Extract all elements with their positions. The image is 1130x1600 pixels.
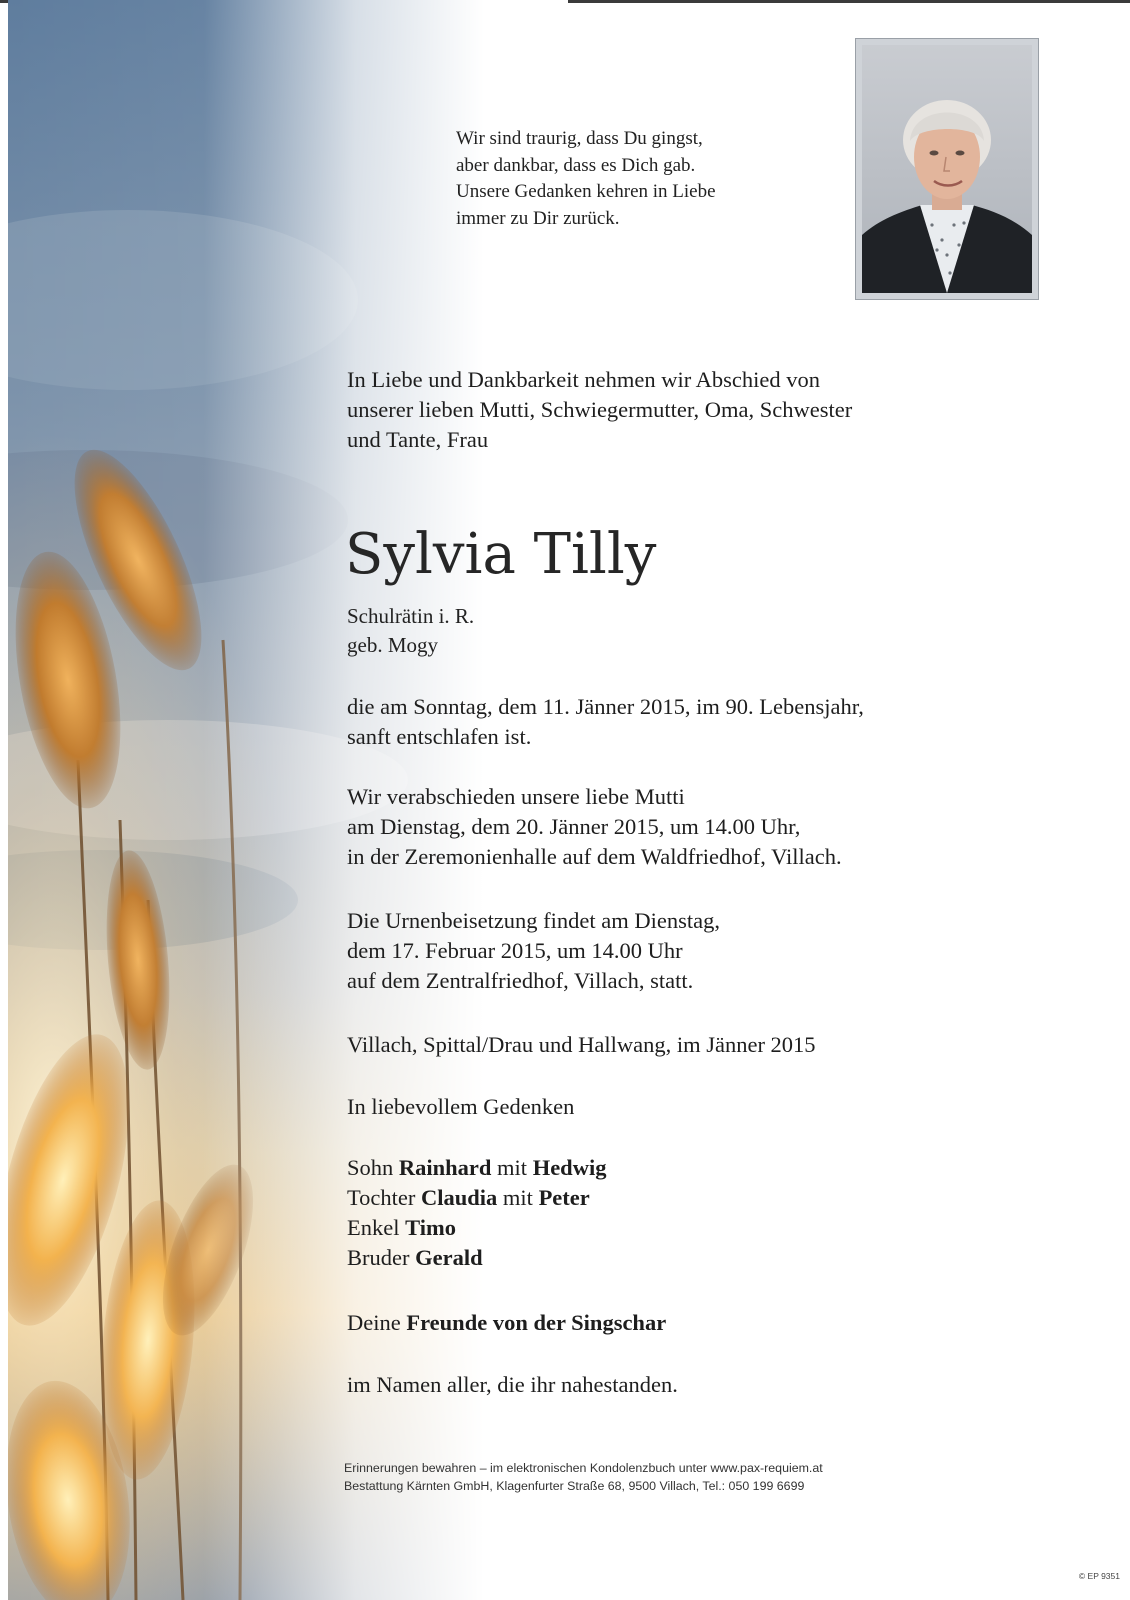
remembrance (347, 1092, 574, 1122)
mourner-partner-name: Peter (538, 1185, 590, 1210)
footer-address-line: Bestattung Kärnten GmbH, Klagenfurter Straße 68, 9500 Villach, Tel.: 050 199 6699 (344, 1479, 805, 1493)
remembrance-text: In liebevollem Gedenken (347, 1094, 575, 1119)
urn-line: auf dem Zentralfriedhof, Villach, statt. (347, 968, 694, 993)
farewell-line: am Dienstag, dem 20. Jänner 2015, um 14.00 Uhr, (347, 814, 801, 839)
verse-line: immer zu Dir zurück. (456, 207, 620, 229)
mourner-name: Claudia (421, 1185, 498, 1210)
portrait-photo (855, 38, 1039, 300)
intro-line: unserer lieben Mutti, Schwiegermutter, Oma, Schwester (347, 397, 853, 422)
verse-line: aber dankbar, dass es Dich gab. (456, 154, 696, 176)
friends-line (347, 1308, 666, 1338)
farewell-ceremony (347, 782, 842, 872)
closing-text: im Namen aller, die ihr nahestanden. (347, 1372, 678, 1397)
mourner-line (347, 1183, 606, 1213)
mourner-relation: Sohn (347, 1155, 399, 1180)
mourner-line (347, 1243, 606, 1273)
footer-condolence-line: Erinnerungen bewahren – im elektronischen Kondolenzbuch unter www.pax-requiem.at (344, 1461, 823, 1475)
memorial-verse (456, 126, 816, 232)
death-notice-line: sanft entschlafen ist. (347, 724, 532, 749)
mourner-connector: mit (497, 1185, 539, 1210)
death-notice (347, 692, 864, 752)
urn-line: dem 17. Februar 2015, um 14.00 Uhr (347, 938, 683, 963)
verse-line: Unsere Gedanken kehren in Liebe (456, 181, 716, 202)
place-date-text: Villach, Spittal/Drau und Hallwang, im Jänner 2015 (347, 1032, 816, 1057)
deceased-birth-name: geb. Mogy (347, 633, 438, 657)
deceased-title: Schulrätin i. R. (347, 604, 475, 628)
mourner-name: Gerald (415, 1245, 483, 1270)
urn-burial (347, 906, 720, 996)
print-code: © EP 9351 (1078, 1571, 1120, 1581)
urn-line: Die Urnenbeisetzung findet am Dienstag, (347, 908, 721, 933)
deceased-name: Sylvia Tilly (345, 522, 657, 587)
verse-line: Wir sind traurig, dass Du gingst, (456, 128, 703, 149)
mourner-relation: Enkel (347, 1215, 406, 1240)
closing-line (347, 1370, 678, 1400)
deceased-details (347, 602, 474, 660)
mourner-partner-name: Hedwig (532, 1155, 607, 1180)
mourner-relation: Bruder (347, 1245, 416, 1270)
mourners-list (347, 1153, 606, 1273)
farewell-line: in der Zeremonienhalle auf dem Waldfriedhof, Villach. (347, 844, 842, 869)
friends-group-name: Freunde von der Singschar (406, 1310, 667, 1335)
farewell-line: Wir verabschieden unsere liebe Mutti (347, 784, 685, 809)
announcement-intro (347, 365, 987, 455)
funeral-home-footer (344, 1459, 823, 1495)
mourner-relation: Tochter (347, 1185, 422, 1210)
intro-line: In Liebe und Dankbarkeit nehmen wir Abschied von (347, 367, 820, 392)
place-date (347, 1030, 816, 1060)
mourner-connector: mit (491, 1155, 533, 1180)
friends-prefix: Deine (347, 1310, 407, 1335)
mourner-name: Rainhard (398, 1155, 492, 1180)
intro-line: und Tante, Frau (347, 427, 489, 452)
mourner-name: Timo (405, 1215, 456, 1240)
death-notice-line: die am Sonntag, dem 11. Jänner 2015, im 90. Lebensjahr, (347, 694, 864, 719)
mourner-line (347, 1153, 606, 1183)
mourner-line (347, 1213, 606, 1243)
friends-text (347, 1308, 666, 1338)
portrait-image (862, 45, 1032, 293)
